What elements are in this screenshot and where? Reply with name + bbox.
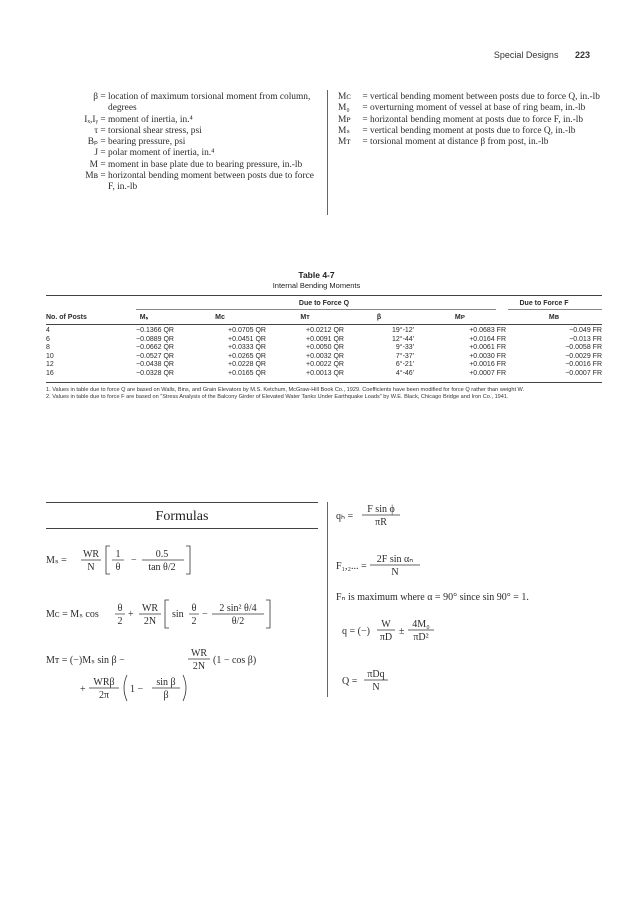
def-symbol: Bₚ (87, 137, 98, 148)
ms-den: N (87, 562, 95, 573)
def-text: vertical bending moment between posts due to force Q, in.-lb (370, 92, 600, 102)
table-note: 1. Values in table due to force Q are based on Walls, Bins, and Grain Elevators by M.S. Ketchum, McGraw-Hill Book Co., 1929. Coefficients have been modified for force Q rather than weight W. (46, 386, 525, 393)
table-cell: 12°-44′ (391, 335, 414, 343)
definition: Mᴄ = vertical bending moment between posts due to force Q, in.-lb (338, 92, 608, 103)
table-cell: +0.0022 QR (306, 361, 344, 369)
table-cell: +0.0212 QR (306, 327, 344, 334)
table-cell: +0.0013 QR (306, 369, 344, 377)
table-cell: +0.0016 FR (469, 361, 506, 369)
def-text: torsional moment at distance β from post, in.-lb (370, 137, 549, 148)
table-cell: +0.0683 FR (469, 327, 506, 334)
column-header: Mₛ (139, 314, 149, 321)
Q-lhs: Q = (342, 676, 358, 687)
ms-minus: − (131, 555, 137, 566)
q-b: πD (379, 632, 393, 643)
mt-a: WR (190, 648, 208, 659)
ms-num: WR (82, 549, 100, 560)
table-cell: −0.0007 FR (565, 369, 602, 377)
table-subtitle: Internal Bending Moments (272, 281, 361, 290)
ms-lhs: Mₛ = (46, 555, 67, 566)
mt2-d: sin β (156, 677, 176, 688)
def-symbol: Mᴄ (338, 92, 351, 102)
table-cell: 16 (46, 369, 54, 377)
bracket-right (266, 600, 270, 628)
mt-b: 2N (192, 661, 206, 672)
q-a: W (381, 619, 391, 630)
table-cell: −0.013 FR (569, 335, 602, 343)
mc-f: 2 (191, 616, 197, 627)
formulas-title: Formulas (155, 509, 209, 524)
q-d: πD² (413, 632, 429, 643)
def-symbol: Mᴘ (338, 114, 351, 125)
def-text: horizontal bending moment between posts due to force F, in.-lb (108, 171, 314, 193)
def-symbol: Mᴛ (338, 137, 351, 148)
table-cell: 4°-46′ (395, 369, 414, 377)
mc-sin: sin (172, 609, 184, 620)
mt-lhs: Mᴛ = (−)Mₛ sin β − (46, 655, 125, 666)
table-cell: +0.0032 QR (306, 352, 344, 360)
bracket-right (186, 546, 190, 574)
table-cell: +0.0165 QR (228, 369, 266, 377)
definition: Mᴛ = torsional moment at distance β from post, in.-lb (338, 137, 608, 148)
def-text: vertical bending moment at posts due to force Q, in.-lb (370, 125, 576, 136)
table-cell: 7°-37′ (395, 352, 414, 360)
table-cell: −0.0058 FR (565, 344, 602, 352)
def-symbol: M (89, 159, 98, 170)
mc-c: WR (141, 603, 159, 614)
table-cell: 8 (46, 344, 50, 352)
table-cell: +0.0164 FR (469, 335, 506, 343)
table-cell: 6°-21′ (395, 361, 414, 369)
def-symbol: Iₓ,Iᵧ (84, 114, 98, 125)
table-cell: −0.1366 QR (136, 327, 174, 334)
mt-c: (1 − cos β) (213, 655, 257, 666)
table-cell: −0.0527 QR (136, 352, 174, 360)
Q-b: N (372, 682, 380, 693)
column-header: Mʙ (548, 314, 560, 321)
fn-text: Fₙ is maximum where α = 90° since sin 90° = 1. (336, 592, 529, 603)
table-cell: +0.0030 FR (469, 352, 506, 360)
def-text: overturning moment of vessel at base of ring beam, in.-lb (370, 103, 586, 114)
mc-lhs: Mᴄ = Mₛ cos (46, 609, 99, 620)
section-title: Special Designs (493, 50, 559, 60)
mt2-plus: + (80, 684, 86, 695)
table-note: 2. Values in table due to force F are based on “Stress Analysis of the Balcony Girder of Elevated Water Tanks Under Earthquake Loads” by W.E. Black, Chicago Bridge and Iron Co., 1941. (46, 393, 509, 400)
def-text: moment in base plate due to bearing pressure, in.-lb (108, 159, 303, 170)
def-text: location of maximum torsional moment from column, degrees (108, 92, 311, 114)
table-title: Table 4-7 (298, 270, 335, 280)
def-symbol: Mₛ (338, 125, 350, 136)
ms-frac2-num: 0.5 (155, 549, 169, 560)
definition: Bₚ = bearing pressure, psi (48, 137, 318, 148)
fn-b: N (391, 567, 399, 578)
definition: J = polar moment of inertia, in.⁴ (48, 148, 318, 159)
def-text: torsional shear stress, psi (108, 125, 202, 136)
def-text: horizontal bending moment at posts due to force F, in.-lb (370, 114, 584, 125)
group-q: Due to Force Q (298, 300, 350, 307)
def-symbol: β (93, 92, 98, 102)
table-cell: 10 (46, 352, 54, 360)
table-cell: −0.0889 QR (136, 335, 174, 343)
mc-h: θ/2 (231, 616, 245, 627)
paren-right (183, 675, 186, 701)
mc-e: θ (191, 603, 197, 614)
table-cell: +0.0451 QR (228, 335, 266, 343)
mt2-e: β (163, 690, 169, 701)
fn-lhs: F₁,₂... = (336, 561, 367, 572)
table-cell: −0.0328 QR (136, 369, 174, 377)
column-header: Mᴄ (215, 314, 225, 321)
mc-minus: − (202, 609, 208, 620)
table-cell: −0.0662 QR (136, 344, 174, 352)
definition: M₀ = overturning moment of vessel at base of ring beam, in.-lb (338, 103, 608, 114)
table-cell: −0.0029 FR (565, 352, 602, 360)
table-cell: +0.0061 FR (469, 344, 506, 352)
column-header: Mᴛ (300, 314, 310, 321)
bracket-left (165, 600, 169, 628)
def-symbol: τ (94, 125, 98, 136)
bracket-left (106, 546, 110, 574)
def-text: moment of inertia, in.⁴ (108, 114, 193, 125)
table-cell: −0.0016 FR (565, 361, 602, 369)
table-cell: 12 (46, 361, 54, 369)
table-cell: +0.0265 QR (228, 352, 266, 360)
ms-frac1-den: θ (115, 562, 121, 573)
table-cell: +0.0007 FR (469, 369, 506, 377)
ms-frac2-den: tan θ/2 (148, 562, 176, 573)
mt2-c: 1 − (130, 684, 144, 695)
definition: Mᴘ = horizontal bending moment at posts due to force F, in.-lb (338, 115, 608, 126)
q-lhs: q = (−) (342, 626, 370, 637)
table-cell: 19°-12′ (391, 327, 414, 334)
table-cell: +0.0228 QR (228, 361, 266, 369)
q-c: 4M₀ (412, 619, 430, 630)
def-symbol: M₀ (338, 103, 350, 114)
definition: Mʙ = horizontal bending moment between posts due to force F, in.-lb (48, 171, 318, 194)
definition: τ = torsional shear stress, psi (48, 126, 318, 137)
table-cell: +0.0091 QR (306, 335, 344, 343)
table-cell: +0.0333 QR (228, 344, 266, 352)
q-pm: ± (399, 626, 405, 637)
definition: β = location of maximum torsional moment from column, degrees (48, 92, 318, 115)
definition: M = moment in base plate due to bearing pressure, in.-lb (48, 160, 318, 171)
def-symbol: J (94, 148, 98, 159)
table-cell: +0.0050 QR (306, 344, 344, 352)
table-cell: −0.0438 QR (136, 361, 174, 369)
mc-d: 2N (143, 616, 157, 627)
mc-a: θ (117, 603, 123, 614)
def-symbol: Mʙ (85, 171, 98, 182)
column-header: Mᴘ (454, 314, 466, 321)
page-number: 223 (574, 50, 590, 60)
column-header: β (376, 314, 382, 321)
mc-plus: + (128, 609, 134, 620)
mt2-b: 2π (98, 690, 110, 701)
mt2-a: WRβ (93, 677, 115, 688)
qh-lhs: qₕ = (336, 511, 354, 522)
mc-g: 2 sin² θ/4 (219, 603, 257, 614)
mc-b: 2 (117, 616, 123, 627)
def-text: bearing pressure, psi (108, 137, 186, 148)
table-cell: −0.049 FR (569, 327, 602, 334)
Q-a: πDq (367, 669, 385, 680)
paren-left (124, 675, 127, 701)
fn-a: 2F sin αₙ (376, 554, 414, 565)
def-text: polar moment of inertia, in.⁴ (108, 148, 215, 159)
definition: Mₛ = vertical bending moment at posts due to force Q, in.-lb (338, 126, 608, 137)
qh-b: πR (375, 517, 387, 528)
table-cell: +0.0705 QR (228, 327, 266, 334)
qh-a: F sin ϕ (367, 504, 395, 515)
table-cell: 9°-33′ (395, 344, 414, 352)
table-cell: 4 (46, 327, 50, 334)
definition: Iₓ,Iᵧ = moment of inertia, in.⁴ (48, 115, 318, 126)
ms-frac1-num: 1 (115, 549, 121, 560)
group-f: Due to Force F (519, 300, 569, 307)
column-header: No. of Posts (46, 314, 87, 321)
table-cell: 6 (46, 335, 50, 343)
